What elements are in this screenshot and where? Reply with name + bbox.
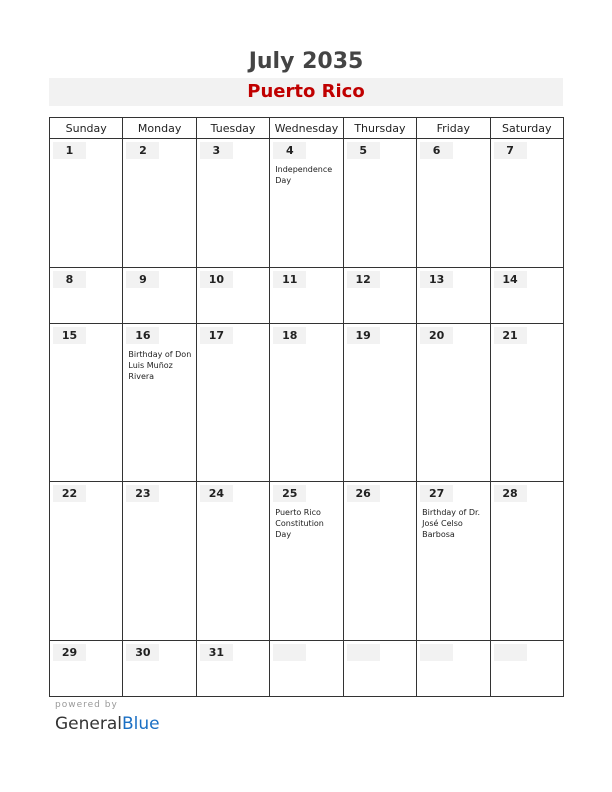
day-cell: [196, 482, 269, 640]
day-number: 1: [53, 142, 86, 159]
holiday-label: Puerto Rico Constitution Day: [275, 508, 324, 540]
weekday-header: Wednesday: [270, 118, 343, 139]
day-number: 13: [420, 271, 453, 288]
weekday-header: Monday: [123, 118, 196, 139]
weekday-header: Sunday: [50, 118, 123, 139]
day-cell: [417, 324, 490, 482]
week-row: [50, 482, 564, 640]
day-cell: [270, 139, 343, 268]
holiday-label: Birthday of Dr. José Celso Barbosa: [422, 508, 481, 540]
day-cell: [270, 482, 343, 640]
calendar-title: July 2035: [248, 49, 364, 74]
day-number-empty: [420, 644, 453, 661]
day-cell: [343, 324, 416, 482]
weekday-header: Thursday: [343, 118, 416, 139]
day-number: 9: [126, 271, 159, 288]
day-number: 21: [494, 327, 527, 344]
day-number-empty: [347, 644, 380, 661]
day-number: 31: [200, 644, 233, 661]
day-number: 12: [347, 271, 380, 288]
day-number: 22: [53, 485, 86, 502]
day-cell: [490, 324, 563, 482]
weekday-header: Tuesday: [196, 118, 269, 139]
day-number: 24: [200, 485, 233, 502]
week-row: [50, 324, 564, 482]
day-number: 14: [494, 271, 527, 288]
day-number: 17: [200, 327, 233, 344]
weekday-header-row: [50, 118, 564, 139]
day-cell: [50, 139, 123, 268]
day-cell-empty: [490, 640, 563, 696]
day-cell: [417, 267, 490, 323]
day-cell: [50, 640, 123, 696]
day-cell: [196, 640, 269, 696]
day-number: 20: [420, 327, 453, 344]
day-cell-empty: [417, 640, 490, 696]
day-cell: [123, 139, 196, 268]
day-number-empty: [494, 644, 527, 661]
country-name: Puerto Rico: [49, 78, 563, 106]
calendar-grid: [49, 117, 564, 697]
powered-by-text: powered by: [55, 700, 118, 710]
day-cell: [123, 267, 196, 323]
day-number: 18: [273, 327, 306, 344]
day-cell-empty: [270, 640, 343, 696]
day-number: 4: [273, 142, 306, 159]
week-row: [50, 139, 564, 268]
brand-logo[interactable]: [55, 713, 160, 735]
brand-blue: Blue: [122, 714, 160, 734]
day-number: 2: [126, 142, 159, 159]
footer: [55, 700, 160, 735]
day-cell: [123, 640, 196, 696]
day-number: 11: [273, 271, 306, 288]
day-cell-empty: [343, 640, 416, 696]
day-number: 7: [494, 142, 527, 159]
day-cell: [196, 324, 269, 482]
weekday-header: Saturday: [490, 118, 563, 139]
day-number: 15: [53, 327, 86, 344]
day-number-empty: [273, 644, 306, 661]
day-cell: [490, 482, 563, 640]
day-number: 3: [200, 142, 233, 159]
day-number: 19: [347, 327, 380, 344]
day-cell: [123, 324, 196, 482]
day-number: 10: [200, 271, 233, 288]
day-number: 26: [347, 485, 380, 502]
day-number: 5: [347, 142, 380, 159]
day-number: 23: [126, 485, 159, 502]
day-cell: [417, 139, 490, 268]
day-number: 16: [126, 327, 159, 344]
day-number: 30: [126, 644, 159, 661]
week-row: [50, 640, 564, 696]
day-number: 25: [273, 485, 306, 502]
day-cell: [270, 324, 343, 482]
day-cell: [196, 139, 269, 268]
day-cell: [343, 482, 416, 640]
day-number: 28: [494, 485, 527, 502]
day-number: 29: [53, 644, 86, 661]
day-number: 6: [420, 142, 453, 159]
day-cell: [343, 139, 416, 268]
day-cell: [50, 267, 123, 323]
holiday-label: Independence Day: [275, 165, 333, 185]
day-cell: [50, 482, 123, 640]
day-cell: [123, 482, 196, 640]
day-cell: [50, 324, 123, 482]
brand-general: General: [55, 714, 122, 734]
holiday-label: Birthday of Don Luis Muñoz Rivera: [128, 350, 192, 382]
weekday-header: Friday: [417, 118, 490, 139]
day-cell: [490, 139, 563, 268]
week-row: [50, 267, 564, 323]
day-cell: [417, 482, 490, 640]
day-cell: [490, 267, 563, 323]
day-cell: [270, 267, 343, 323]
day-cell: [343, 267, 416, 323]
day-number: 27: [420, 485, 453, 502]
day-number: 8: [53, 271, 86, 288]
day-cell: [196, 267, 269, 323]
